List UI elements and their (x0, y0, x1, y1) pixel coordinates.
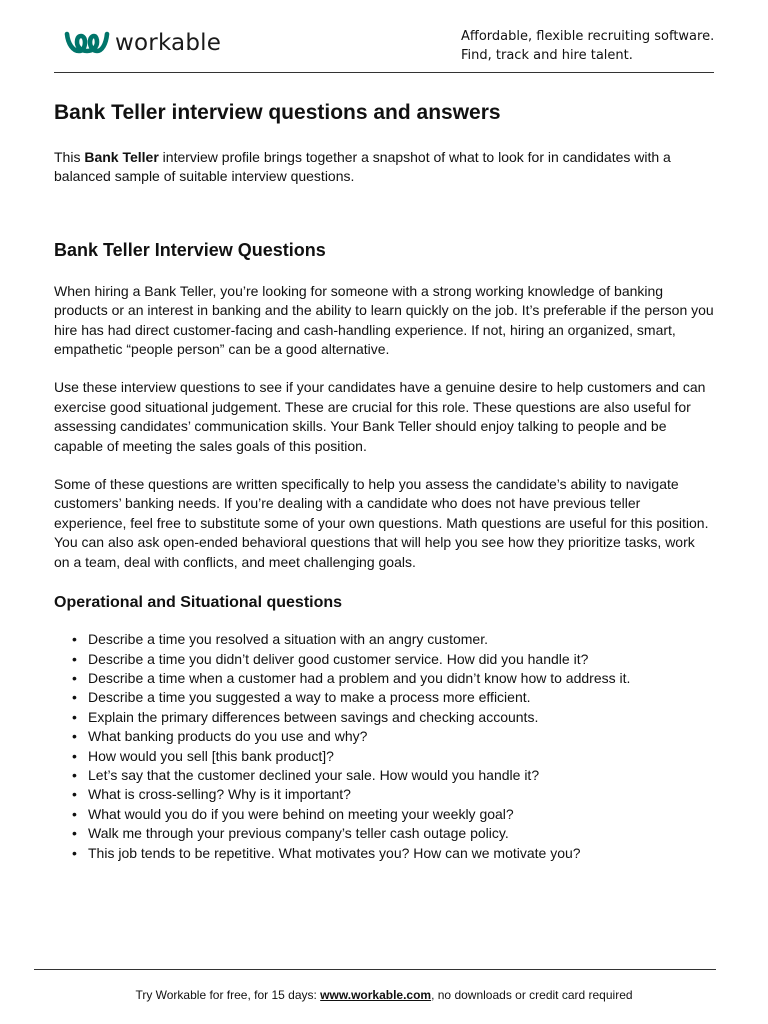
workable-logo-icon (64, 30, 110, 56)
workable-link[interactable]: www.workable.com (320, 988, 432, 1002)
bullet-icon: • (72, 766, 77, 783)
intro-text-pre: This (54, 149, 85, 165)
intro-role-bold: Bank Teller (84, 149, 159, 165)
section-paragraph: Some of these questions are written specifically to help you assess the candidate’s ability to navigate customers’ banking needs. If you’re dealing with a candidate who does not have previous teller experience, feel free to substitute some of your own questions. Math questions are useful for this position. You can also ask open-ended behavioral questions that will help you see how they prioritize tasks, work on a team, deal with conflicts, and meet challenging goals. (54, 476, 709, 570)
intro-paragraph (54, 148, 714, 187)
intro-text-post: interview profile brings together a snapshot of what to look for in candidates with a balanced sample of suitable interview questions. (54, 149, 671, 185)
section-paragraph: When hiring a Bank Teller, you’re looking for someone with a strong working knowledge of banking products or an interest in banking and the ability to learn quickly on the job. It’s preferable if the person you hire has had direct customer-facing and cash-handling experience. If not, hiring an organized, smart, empathetic “people person” can be a good alternative. (54, 282, 714, 358)
bullet-icon: • (72, 650, 77, 667)
bullet-icon: • (72, 825, 77, 842)
footer-text-pre: Try Workable for free, for 15 days: (135, 988, 321, 1002)
questions-list (54, 630, 714, 863)
list-item: • Describe a time you didn’t deliver good customer service. How did you handle it? (88, 650, 714, 669)
bullet-icon: • (72, 669, 77, 686)
main-content (54, 98, 714, 863)
footer-divider (34, 969, 716, 970)
page-title: Bank Teller interview questions and answers (54, 101, 501, 124)
list-item: • How would you sell [this bank product]? (88, 747, 714, 766)
section-heading: Bank Teller Interview Questions (54, 239, 326, 260)
bullet-icon: • (72, 747, 77, 764)
page-footer (0, 988, 768, 1002)
list-item: • Let’s say that the customer declined your sale. How would you handle it? (88, 766, 714, 785)
header-tagline (461, 27, 714, 65)
list-item: • What banking products do you use and why? (88, 727, 714, 746)
list-item: • This job tends to be repetitive. What motivates you? How can we motivate you? (88, 844, 714, 863)
header-divider (54, 72, 714, 73)
subsection-heading: Operational and Situational questions (54, 594, 343, 612)
list-item: • Describe a time you suggested a way to make a process more efficient. (88, 688, 714, 707)
bullet-icon: • (72, 805, 77, 822)
bullet-icon: • (72, 708, 77, 725)
section-paragraph: Use these interview questions to see if your candidates have a genuine desire to help customers and can exercise good situational judgement. These are crucial for this role. These questions are also useful for assessing candidates’ communication skills. Your Bank Teller should enjoy talking to people and be capable of meeting the sales goals of this position. (54, 379, 706, 454)
footer-text-post: , no downloads or credit card required (431, 988, 633, 1002)
list-item: • Explain the primary differences between savings and checking accounts. (88, 708, 714, 727)
tagline-line-1: Affordable, flexible recruiting software. (461, 29, 715, 44)
logo-wordmark: workable (115, 30, 222, 56)
workable-logo[interactable] (64, 30, 221, 56)
bullet-icon: • (72, 631, 77, 648)
bullet-icon: • (72, 689, 77, 706)
page-header (0, 0, 768, 74)
bullet-icon: • (72, 786, 77, 803)
bullet-icon: • (72, 844, 77, 861)
tagline-line-2: Find, track and hire talent. (461, 48, 633, 63)
list-item: • What would you do if you were behind on meeting your weekly goal? (88, 805, 714, 824)
list-item: • Describe a time when a customer had a problem and you didn’t know how to address it. (88, 669, 714, 688)
list-item: • What is cross-selling? Why is it important? (88, 785, 714, 804)
list-item: • Describe a time you resolved a situation with an angry customer. (88, 630, 714, 649)
list-item: • Walk me through your previous company’s teller cash outage policy. (88, 824, 714, 843)
bullet-icon: • (72, 728, 77, 745)
